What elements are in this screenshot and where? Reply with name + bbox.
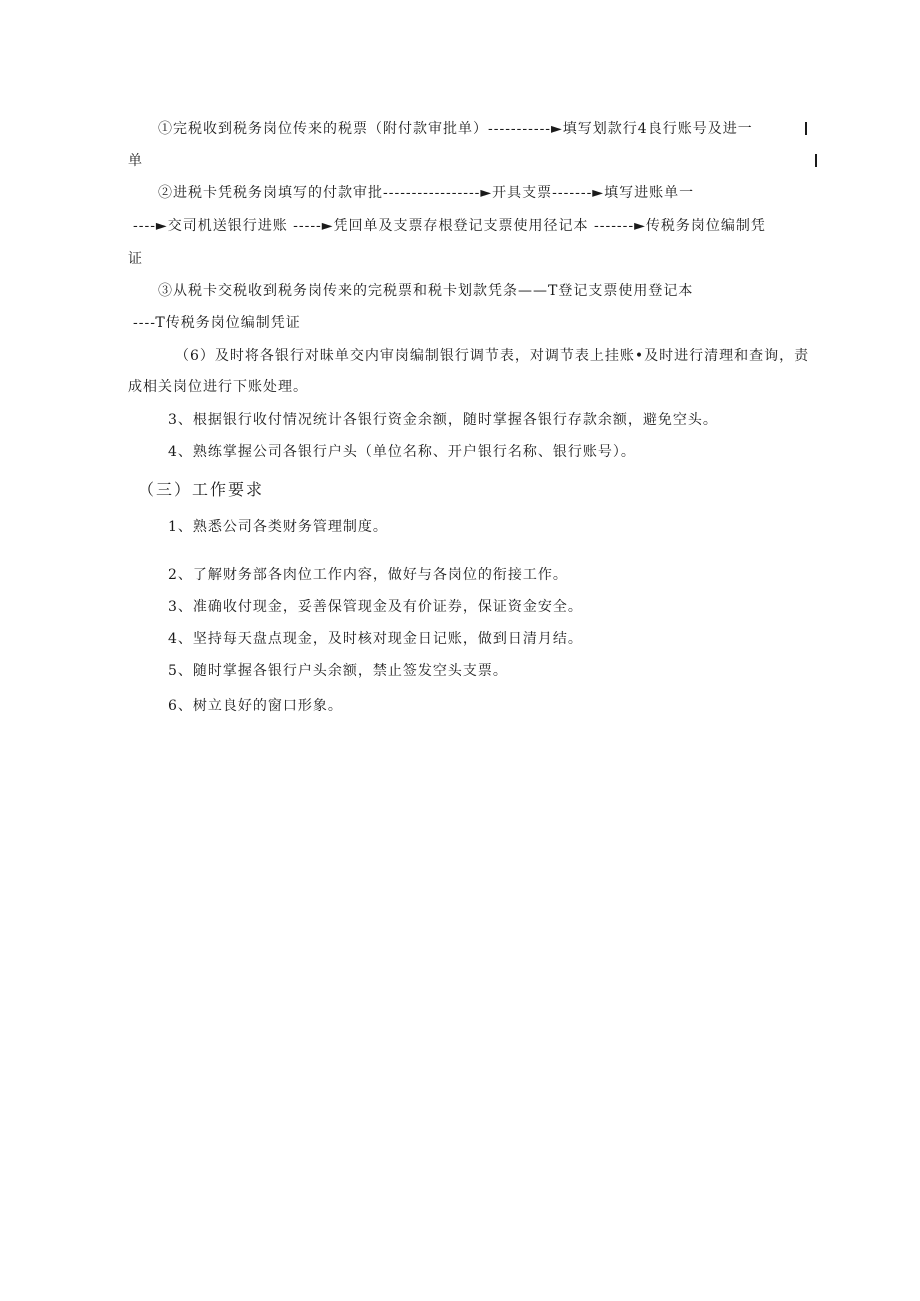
section-heading: （三）工作要求 bbox=[138, 480, 265, 499]
requirement-3: 3、准确收付现金，妥善保管现金及有价证券，保证资金安全。 bbox=[168, 599, 583, 615]
requirement-4: 4、坚持每天盘点现金，及时核对现金日记账，做到日清月结。 bbox=[168, 631, 583, 647]
flow-2-line-1: ②进税卡凭税务岗填写的付款审批-----------------►开具支票-------►填写进账单一 bbox=[158, 185, 695, 201]
flow-1-line-1: ①完税收到税务岗位传来的税票（附付款审批单）-----------►填写划款行4良行账号及进一 bbox=[158, 121, 753, 137]
item-6-line-2: 成相关岗位进行下账处理。 bbox=[128, 379, 308, 395]
flow-3-line-2: ----T传税务岗位编制凭证 bbox=[133, 315, 301, 331]
flow-2-line-3: 证 bbox=[128, 251, 143, 267]
item-3: 3、根据银行收付情况统计各银行资金余额，随时掌握各银行存款余额，避免空头。 bbox=[168, 412, 718, 428]
requirement-6: 6、树立良好的窗口形象。 bbox=[168, 698, 343, 714]
flow-2-line-2: ----►交司机送银行进账 -----►凭回单及支票存根登记支票使用径记本 -------►传税务岗位编制凭 bbox=[133, 218, 766, 234]
margin-mark-2 bbox=[815, 154, 817, 167]
flow-1-line-2: 单 bbox=[128, 153, 143, 169]
item-6-line-1: （6）及时将各银行对昧单交内审岗编制银行调节表，对调节表上挂账•及时进行清理和查询，责 bbox=[175, 348, 810, 364]
requirement-1: 1、熟悉公司各类财务管理制度。 bbox=[168, 519, 388, 535]
item-4: 4、熟练掌握公司各银行户头（单位名称、开户银行名称、银行账号）。 bbox=[168, 444, 636, 460]
requirement-5: 5、随时掌握各银行户头余额，禁止签发空头支票。 bbox=[168, 663, 508, 679]
requirement-2: 2、了解财务部各肉位工作内容，做好与各岗位的衔接工作。 bbox=[168, 567, 568, 583]
flow-3-line-1: ③从税卡交税收到税务岗传来的完税票和税卡划款凭条——T登记支票使用登记本 bbox=[158, 283, 694, 299]
margin-mark-1 bbox=[805, 122, 807, 135]
